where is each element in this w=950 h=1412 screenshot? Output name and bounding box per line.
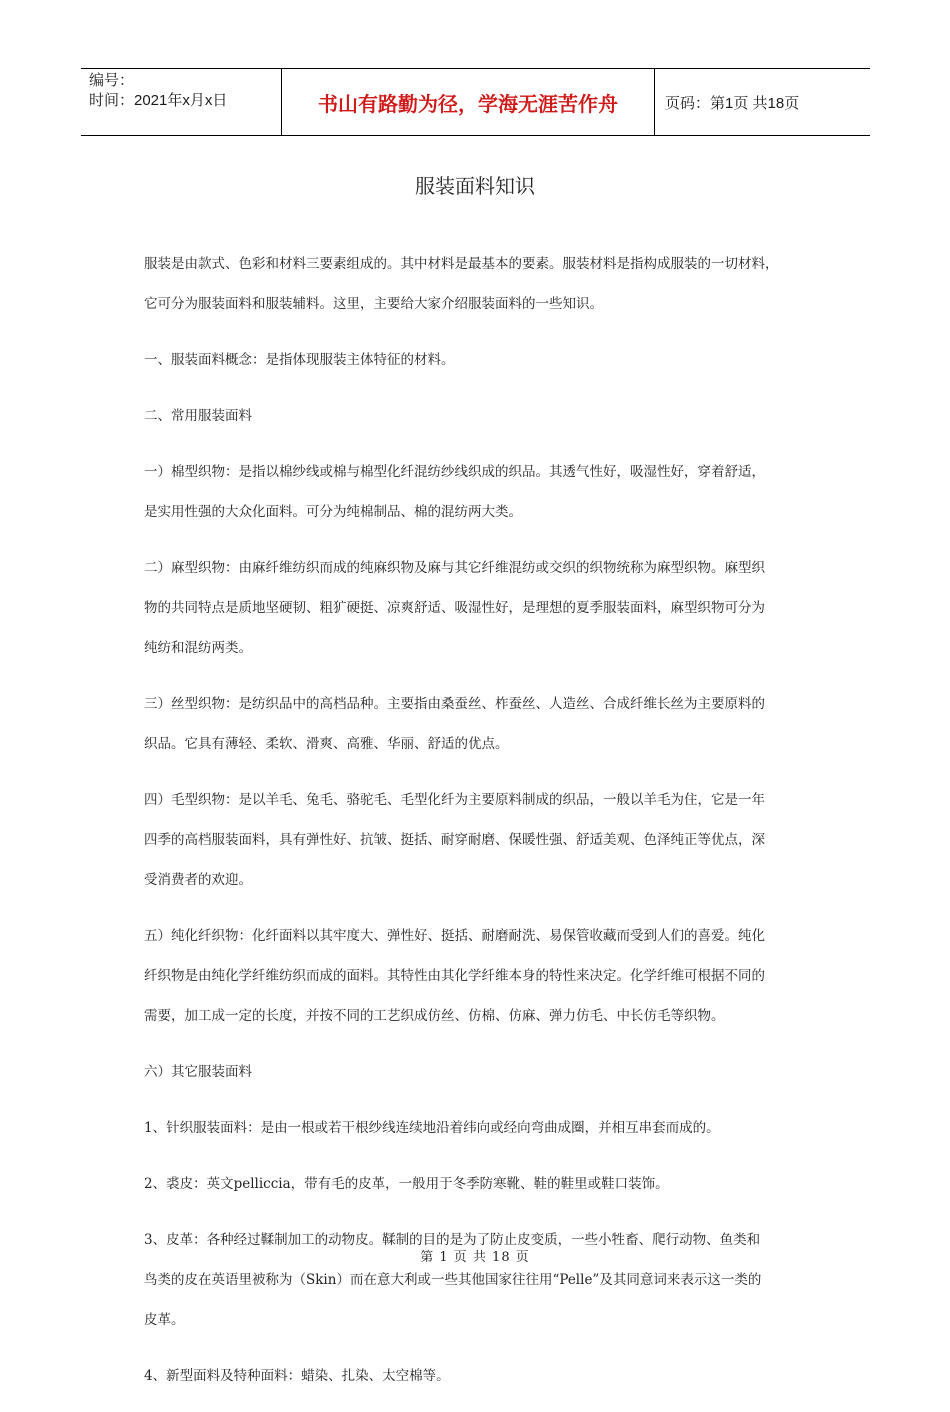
paragraph-intro bbox=[144, 244, 814, 324]
section-heading-other bbox=[144, 1052, 814, 1092]
text-line: 六）其它服装面料 bbox=[144, 1064, 252, 1080]
motto: 书山有路勤为径，学海无涯苦作舟 bbox=[318, 91, 618, 116]
paragraph-knit bbox=[144, 1108, 814, 1148]
text-line: 是实用性强的大众化面料。可分为纯棉制品、棉的混纺两大类。 bbox=[144, 504, 522, 520]
text-line: 一）棉型织物：是指以棉纱线或棉与棉型化纤混纺纱线织成的织品。其透气性好，吸湿性好，穿着舒适， bbox=[144, 464, 765, 480]
text-line: 服装是由款式、色彩和材料三要素组成的。其中材料是最基本的要素。服装材料是指构成服装的一切材料， bbox=[144, 256, 779, 272]
paragraph-silk bbox=[144, 684, 814, 764]
text-line: 二、常用服装面料 bbox=[144, 408, 252, 424]
text-line: 3、皮革：各种经过鞣制加工的动物皮。鞣制的目的是为了防止皮变质，一些小牲畜、爬行动物、鱼类和 bbox=[144, 1232, 761, 1248]
paragraph-synthetic bbox=[144, 916, 814, 1036]
header-meta-cell bbox=[81, 69, 282, 135]
text-line: 它可分为服装面料和服装辅料。这里，主要给大家介绍服装面料的一些知识。 bbox=[144, 296, 603, 312]
text-line: 皮革。 bbox=[144, 1312, 185, 1328]
paragraph-fur bbox=[144, 1164, 814, 1204]
text-line: 纯纺和混纺两类。 bbox=[144, 640, 252, 656]
text-line: 2、裘皮：英文pelliccia，带有毛的皮革，一般用于冬季防寒靴、鞋的鞋里或鞋口装饰。 bbox=[144, 1176, 669, 1192]
paragraph-leather bbox=[144, 1220, 814, 1340]
text-line: 受消费者的欢迎。 bbox=[144, 872, 252, 888]
header-motto-cell bbox=[282, 69, 655, 135]
text-line: 一、服装面料概念：是指体现服装主体特征的材料。 bbox=[144, 352, 455, 368]
text-line: 二）麻型织物：由麻纤维纺织而成的纯麻织物及麻与其它纤维混纺或交织的织物统称为麻型织物。麻型织 bbox=[144, 560, 765, 576]
header-page-cell bbox=[655, 69, 870, 135]
page-footer: 第 1 页 共 18 页 bbox=[420, 1250, 530, 1265]
text-line: 物的共同特点是质地坚硬韧、粗犷硬挺、凉爽舒适、吸湿性好，是理想的夏季服装面料，麻型织物可分为 bbox=[144, 600, 765, 616]
text-line: 四）毛型织物：是以羊毛、兔毛、骆驼毛、毛型化纤为主要原料制成的织品，一般以羊毛为住，它是一年 bbox=[144, 792, 765, 808]
paragraph-special bbox=[144, 1356, 814, 1396]
number-label: 编号： bbox=[89, 72, 135, 89]
document-title: 服装面料知识 bbox=[415, 174, 535, 198]
text-line: 鸟类的皮在英语里被称为（Skin）而在意大利或一些其他国家往往用“Pelle”及其同意词来表示这一类的 bbox=[144, 1272, 762, 1288]
paragraph-wool bbox=[144, 780, 814, 900]
time-label: 时间：2021年x月x日 bbox=[89, 92, 228, 109]
text-line: 四季的高档服装面料，具有弹性好、抗皱、挺括、耐穿耐磨、保暖性强、舒适美观、色泽纯正等优点，深 bbox=[144, 832, 765, 848]
page-info: 页码：第1页 共18页 bbox=[665, 94, 800, 112]
header-table bbox=[81, 68, 870, 136]
paragraph-cotton bbox=[144, 452, 814, 532]
document-body bbox=[144, 244, 814, 1412]
paragraph-linen bbox=[144, 548, 814, 668]
section-heading-common bbox=[144, 396, 814, 436]
text-line: 三）丝型织物：是纺织品中的高档品种。主要指由桑蚕丝、柞蚕丝、人造丝、合成纤维长丝为主要原料的 bbox=[144, 696, 765, 712]
text-line: 1、针织服装面料：是由一根或若干根纱线连续地沿着纬向或经向弯曲成圈，并相互串套而成的。 bbox=[144, 1120, 720, 1136]
text-line: 织品。它具有薄轻、柔软、滑爽、高雅、华丽、舒适的优点。 bbox=[144, 736, 509, 752]
text-line: 纤织物是由纯化学纤维纺织而成的面料。其特性由其化学纤维本身的特性来决定。化学纤维可根据不同的 bbox=[144, 968, 765, 984]
paragraph-concept bbox=[144, 340, 814, 380]
text-line: 4、新型面料及特种面料：蜡染、扎染、太空棉等。 bbox=[144, 1368, 450, 1384]
text-line: 需要，加工成一定的长度，并按不同的工艺织成仿丝、仿棉、仿麻、弹力仿毛、中长仿毛等织物。 bbox=[144, 1008, 725, 1024]
text-line: 五）纯化纤织物：化纤面料以其牢度大、弹性好、挺括、耐磨耐洗、易保管收藏而受到人们的喜爱。纯化 bbox=[144, 928, 765, 944]
